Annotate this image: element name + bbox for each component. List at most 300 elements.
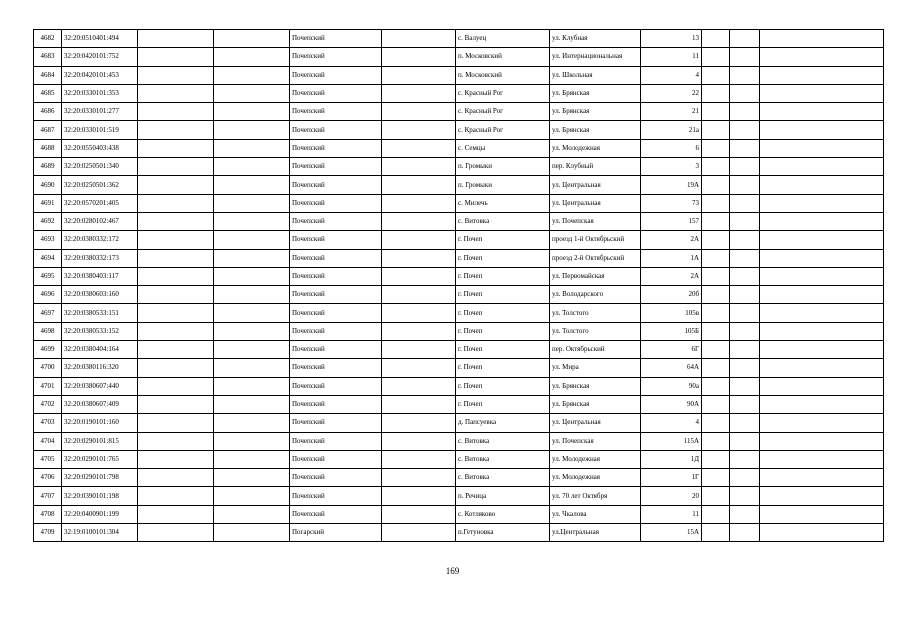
row-number: 4689 [34, 158, 62, 176]
street: проезд 2-й Октябрьский [550, 249, 641, 267]
cadastral-number: 32:20:0380404:164 [62, 341, 138, 359]
empty-cell [138, 469, 214, 487]
empty-cell [382, 304, 456, 322]
empty-cell [730, 505, 760, 523]
table-row [34, 194, 884, 212]
cadastral-number: 32:20:0330101:519 [62, 121, 138, 139]
house-number: 13 [641, 30, 702, 48]
settlement: с. Семцы [456, 139, 550, 157]
empty-cell [760, 286, 884, 304]
row-number: 4706 [34, 469, 62, 487]
empty-cell [760, 450, 884, 468]
empty-cell [138, 322, 214, 340]
street: ул. Чкалова [550, 505, 641, 523]
empty-cell [760, 194, 884, 212]
empty-cell [382, 395, 456, 413]
empty-cell [730, 194, 760, 212]
empty-cell [730, 231, 760, 249]
empty-cell [702, 524, 730, 542]
settlement: п. Громыки [456, 176, 550, 194]
table-row [34, 158, 884, 176]
empty-cell [214, 432, 290, 450]
row-number: 4686 [34, 103, 62, 121]
empty-cell [214, 249, 290, 267]
empty-cell [214, 194, 290, 212]
district: Почепский [290, 158, 382, 176]
empty-cell [730, 450, 760, 468]
street: ул. Центральная [550, 176, 641, 194]
district: Почепский [290, 304, 382, 322]
settlement: г. Почеп [456, 286, 550, 304]
house-number: 21а [641, 121, 702, 139]
street: ул. Молодежная [550, 450, 641, 468]
empty-cell [214, 158, 290, 176]
row-number: 4697 [34, 304, 62, 322]
cadastral-number: 32:20:0420101:752 [62, 48, 138, 66]
empty-cell [214, 304, 290, 322]
settlement: г. Почеп [456, 341, 550, 359]
empty-cell [730, 48, 760, 66]
empty-cell [702, 414, 730, 432]
empty-cell [214, 66, 290, 84]
settlement: с. Витовка [456, 450, 550, 468]
row-number: 4683 [34, 48, 62, 66]
empty-cell [702, 469, 730, 487]
street: ул. Брянская [550, 103, 641, 121]
row-number: 4688 [34, 139, 62, 157]
empty-cell [138, 231, 214, 249]
empty-cell [138, 139, 214, 157]
settlement: с. Витовка [456, 432, 550, 450]
empty-cell [760, 341, 884, 359]
district: Почепский [290, 66, 382, 84]
empty-cell [382, 139, 456, 157]
district: Почепский [290, 469, 382, 487]
empty-cell [138, 103, 214, 121]
empty-cell [138, 121, 214, 139]
table-row [34, 84, 884, 102]
row-number: 4694 [34, 249, 62, 267]
table-row [34, 176, 884, 194]
empty-cell [760, 84, 884, 102]
empty-cell [382, 322, 456, 340]
house-number: 115А [641, 432, 702, 450]
row-number: 4696 [34, 286, 62, 304]
row-number: 4698 [34, 322, 62, 340]
district: Почепский [290, 377, 382, 395]
row-number: 4705 [34, 450, 62, 468]
table-row [34, 30, 884, 48]
empty-cell [730, 304, 760, 322]
district: Погарский [290, 524, 382, 542]
district: Почепский [290, 267, 382, 285]
empty-cell [382, 48, 456, 66]
table-row [34, 304, 884, 322]
empty-cell [702, 139, 730, 157]
street: ул. Школьная [550, 66, 641, 84]
settlement: д. Папсуевка [456, 414, 550, 432]
row-number: 4699 [34, 341, 62, 359]
table-row [34, 249, 884, 267]
street: ул. Клубная [550, 30, 641, 48]
district: Почепский [290, 103, 382, 121]
table-row [34, 66, 884, 84]
cadastral-number: 32:20:0400901:199 [62, 505, 138, 523]
empty-cell [382, 450, 456, 468]
cadastral-number: 32:20:0380603:160 [62, 286, 138, 304]
house-number: 4 [641, 414, 702, 432]
row-number: 4708 [34, 505, 62, 523]
table-row [34, 450, 884, 468]
district: Почепский [290, 249, 382, 267]
empty-cell [382, 121, 456, 139]
house-number: 1Г [641, 469, 702, 487]
empty-cell [382, 158, 456, 176]
empty-cell [138, 84, 214, 102]
house-number: 22 [641, 84, 702, 102]
house-number: 1Д [641, 450, 702, 468]
empty-cell [760, 103, 884, 121]
empty-cell [730, 176, 760, 194]
empty-cell [702, 304, 730, 322]
empty-cell [760, 432, 884, 450]
empty-cell [730, 286, 760, 304]
empty-cell [702, 84, 730, 102]
settlement: с. Котляково [456, 505, 550, 523]
empty-cell [760, 121, 884, 139]
table-row [34, 322, 884, 340]
empty-cell [760, 304, 884, 322]
empty-cell [138, 414, 214, 432]
empty-cell [760, 505, 884, 523]
empty-cell [702, 231, 730, 249]
row-number: 4690 [34, 176, 62, 194]
empty-cell [382, 414, 456, 432]
empty-cell [382, 267, 456, 285]
empty-cell [730, 139, 760, 157]
empty-cell [214, 267, 290, 285]
empty-cell [214, 450, 290, 468]
house-number: 20б [641, 286, 702, 304]
empty-cell [382, 524, 456, 542]
empty-cell [382, 286, 456, 304]
settlement: г. Почеп [456, 267, 550, 285]
row-number: 4704 [34, 432, 62, 450]
cadastral-number: 32:19:0100101:304 [62, 524, 138, 542]
empty-cell [382, 505, 456, 523]
district: Почепский [290, 322, 382, 340]
street: ул. Володарского [550, 286, 641, 304]
empty-cell [702, 395, 730, 413]
empty-cell [382, 377, 456, 395]
district: Почепский [290, 194, 382, 212]
cadastral-number: 32:20:0380403:117 [62, 267, 138, 285]
settlement: г. Почеп [456, 359, 550, 377]
empty-cell [138, 487, 214, 505]
cadastral-number: 32:20:0380116:320 [62, 359, 138, 377]
cadastral-number: 32:20:0380533:151 [62, 304, 138, 322]
cadastral-number: 32:20:0190101:160 [62, 414, 138, 432]
empty-cell [730, 341, 760, 359]
cadastral-number: 32:20:0250501:340 [62, 158, 138, 176]
empty-cell [382, 84, 456, 102]
empty-cell [214, 48, 290, 66]
row-number: 4709 [34, 524, 62, 542]
empty-cell [730, 377, 760, 395]
empty-cell [214, 231, 290, 249]
empty-cell [702, 450, 730, 468]
district: Почепский [290, 176, 382, 194]
empty-cell [214, 524, 290, 542]
settlement: п. Московский [456, 66, 550, 84]
empty-cell [382, 487, 456, 505]
empty-cell [730, 30, 760, 48]
empty-cell [760, 231, 884, 249]
row-number: 4682 [34, 30, 62, 48]
cadastral-number: 32:20:0250501:362 [62, 176, 138, 194]
cadastral-number: 32:20:0380332:172 [62, 231, 138, 249]
house-number: 90а [641, 377, 702, 395]
table-row [34, 432, 884, 450]
house-number: 19А [641, 176, 702, 194]
empty-cell [138, 158, 214, 176]
row-number: 4685 [34, 84, 62, 102]
table-row [34, 469, 884, 487]
empty-cell [702, 249, 730, 267]
row-number: 4702 [34, 395, 62, 413]
settlement: г. Почеп [456, 231, 550, 249]
street: ул. Интернациональная [550, 48, 641, 66]
street: ул. Молодежная [550, 139, 641, 157]
empty-cell [702, 432, 730, 450]
house-number: 90А [641, 395, 702, 413]
register-table [33, 29, 884, 542]
house-number: 21 [641, 103, 702, 121]
house-number: 11 [641, 505, 702, 523]
empty-cell [760, 30, 884, 48]
district: Почепский [290, 121, 382, 139]
street: ул. Брянская [550, 377, 641, 395]
row-number: 4700 [34, 359, 62, 377]
street: ул. Центральная [550, 194, 641, 212]
empty-cell [730, 103, 760, 121]
district: Почепский [290, 432, 382, 450]
table-row [34, 395, 884, 413]
empty-cell [730, 487, 760, 505]
empty-cell [382, 231, 456, 249]
settlement: г. Почеп [456, 304, 550, 322]
empty-cell [138, 212, 214, 230]
empty-cell [760, 158, 884, 176]
street: ул.Центральная [550, 524, 641, 542]
empty-cell [138, 267, 214, 285]
empty-cell [382, 432, 456, 450]
house-number: 2А [641, 267, 702, 285]
cadastral-number: 32:20:0330101:353 [62, 84, 138, 102]
cadastral-number: 32:20:0380607:409 [62, 395, 138, 413]
empty-cell [730, 359, 760, 377]
settlement: п.Гетуновка [456, 524, 550, 542]
empty-cell [214, 469, 290, 487]
cadastral-number: 32:20:0290101:798 [62, 469, 138, 487]
empty-cell [138, 48, 214, 66]
empty-cell [214, 176, 290, 194]
empty-cell [730, 414, 760, 432]
empty-cell [138, 341, 214, 359]
table-row [34, 231, 884, 249]
empty-cell [702, 66, 730, 84]
empty-cell [760, 139, 884, 157]
empty-cell [138, 505, 214, 523]
house-number: 6Г [641, 341, 702, 359]
settlement: с. Красный Рог [456, 84, 550, 102]
table-row [34, 377, 884, 395]
district: Почепский [290, 487, 382, 505]
cadastral-number: 32:20:0380533:152 [62, 322, 138, 340]
empty-cell [214, 212, 290, 230]
cadastral-number: 32:20:0280102:467 [62, 212, 138, 230]
settlement: п. Громыки [456, 158, 550, 176]
empty-cell [702, 212, 730, 230]
street: пер. Клубный [550, 158, 641, 176]
empty-cell [382, 30, 456, 48]
street: ул. Центральная [550, 414, 641, 432]
empty-cell [730, 66, 760, 84]
empty-cell [730, 524, 760, 542]
cadastral-number: 32:20:0390101:198 [62, 487, 138, 505]
house-number: 64А [641, 359, 702, 377]
cadastral-number: 32:20:0290101:765 [62, 450, 138, 468]
street: ул. Мира [550, 359, 641, 377]
street: ул. Толстого [550, 322, 641, 340]
empty-cell [760, 359, 884, 377]
district: Почепский [290, 212, 382, 230]
empty-cell [382, 469, 456, 487]
empty-cell [138, 395, 214, 413]
row-number: 4692 [34, 212, 62, 230]
row-number: 4691 [34, 194, 62, 212]
empty-cell [760, 469, 884, 487]
empty-cell [702, 359, 730, 377]
street: ул. Почепская [550, 212, 641, 230]
empty-cell [760, 66, 884, 84]
house-number: 3 [641, 158, 702, 176]
table-row [34, 341, 884, 359]
empty-cell [214, 84, 290, 102]
settlement: с. Витовка [456, 469, 550, 487]
empty-cell [702, 158, 730, 176]
settlement: г. Почеп [456, 395, 550, 413]
empty-cell [760, 395, 884, 413]
district: Почепский [290, 359, 382, 377]
empty-cell [138, 194, 214, 212]
district: Почепский [290, 84, 382, 102]
empty-cell [730, 158, 760, 176]
settlement: с. Витовка [456, 212, 550, 230]
house-number: 157 [641, 212, 702, 230]
register-table-body [34, 30, 884, 542]
house-number: 73 [641, 194, 702, 212]
row-number: 4684 [34, 66, 62, 84]
row-number: 4695 [34, 267, 62, 285]
empty-cell [730, 212, 760, 230]
cadastral-number: 32:20:0380607:440 [62, 377, 138, 395]
empty-cell [702, 286, 730, 304]
empty-cell [702, 267, 730, 285]
empty-cell [214, 395, 290, 413]
settlement: с. Красный Рог [456, 121, 550, 139]
empty-cell [760, 212, 884, 230]
empty-cell [730, 267, 760, 285]
empty-cell [730, 84, 760, 102]
street: пер. Октябрьский [550, 341, 641, 359]
street: ул. Брянская [550, 121, 641, 139]
street: ул. Почепская [550, 432, 641, 450]
table-row [34, 359, 884, 377]
empty-cell [760, 487, 884, 505]
district: Почепский [290, 231, 382, 249]
district: Почепский [290, 341, 382, 359]
row-number: 4693 [34, 231, 62, 249]
empty-cell [760, 322, 884, 340]
cadastral-number: 32:20:0550403:438 [62, 139, 138, 157]
house-number: 105Б [641, 322, 702, 340]
empty-cell [138, 432, 214, 450]
empty-cell [382, 176, 456, 194]
cadastral-number: 32:20:0380332:173 [62, 249, 138, 267]
empty-cell [702, 48, 730, 66]
house-number: 6 [641, 139, 702, 157]
empty-cell [702, 322, 730, 340]
district: Почепский [290, 395, 382, 413]
empty-cell [214, 377, 290, 395]
empty-cell [382, 66, 456, 84]
empty-cell [760, 414, 884, 432]
empty-cell [382, 359, 456, 377]
district: Почепский [290, 414, 382, 432]
empty-cell [138, 249, 214, 267]
house-number: 20 [641, 487, 702, 505]
page-number: 169 [445, 566, 460, 576]
empty-cell [138, 30, 214, 48]
empty-cell [214, 30, 290, 48]
settlement: с. Валуец [456, 30, 550, 48]
table-row [34, 212, 884, 230]
empty-cell [382, 103, 456, 121]
empty-cell [214, 341, 290, 359]
empty-cell [702, 103, 730, 121]
empty-cell [702, 176, 730, 194]
empty-cell [214, 103, 290, 121]
house-number: 11 [641, 48, 702, 66]
house-number: 4 [641, 66, 702, 84]
house-number: 105в [641, 304, 702, 322]
empty-cell [760, 524, 884, 542]
street: ул. Брянская [550, 395, 641, 413]
row-number: 4687 [34, 121, 62, 139]
empty-cell [138, 359, 214, 377]
empty-cell [214, 139, 290, 157]
street: ул. Первомайская [550, 267, 641, 285]
empty-cell [214, 286, 290, 304]
empty-cell [730, 121, 760, 139]
street: ул. Брянская [550, 84, 641, 102]
empty-cell [382, 212, 456, 230]
table-row [34, 121, 884, 139]
empty-cell [730, 469, 760, 487]
table-row [34, 505, 884, 523]
district: Почепский [290, 450, 382, 468]
